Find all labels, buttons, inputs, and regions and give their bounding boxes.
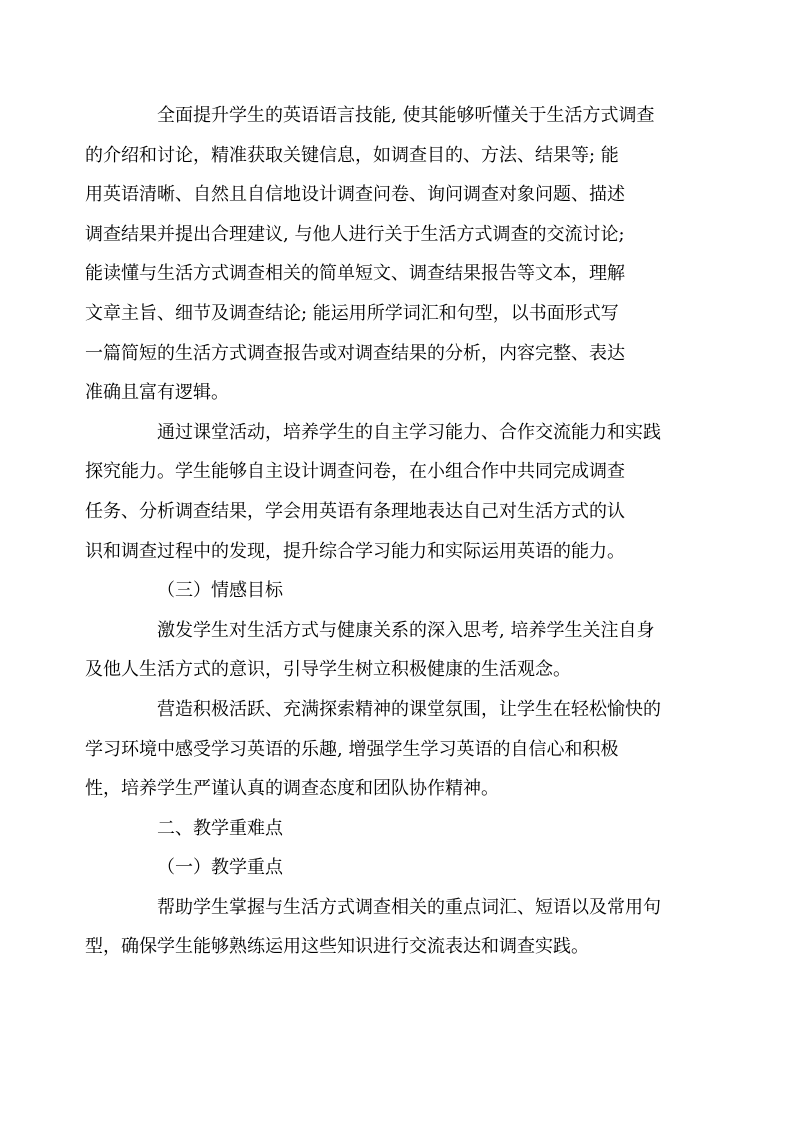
text-line: 营造积极活跃、充满探索精神的课堂氛围，让学生在轻松愉快的 xyxy=(157,698,661,720)
text-line: 激发学生对生活方式与健康关系的深入思考, 培养学生关注自身 xyxy=(157,619,655,641)
section-heading-key-points xyxy=(121,848,677,888)
document-page xyxy=(85,96,677,967)
paragraph-health-awareness xyxy=(85,611,677,690)
text-line: 通过课堂活动，培养学生的自主学习能力、合作交流能力和实践 xyxy=(157,421,661,443)
text-line: 任务、分析调查结果，学会用英语有条理地表达自己对生活方式的认 xyxy=(85,500,625,522)
text-line: 一篇简短的生活方式调查报告或对调查结果的分析，内容完整、表达 xyxy=(85,342,625,364)
paragraph-learning-ability xyxy=(85,413,677,571)
paragraph-key-vocabulary xyxy=(85,888,677,967)
section-heading-emotional-goals xyxy=(121,571,677,611)
paragraph-classroom-atmosphere xyxy=(85,690,677,809)
text-line: 全面提升学生的英语语言技能, 使其能够听懂关于生活方式调查 xyxy=(157,105,655,126)
text-line: 用英语清晰、自然且自信地设计调查问卷、询问调查对象问题、描述 xyxy=(85,184,625,206)
text-line: 准确且富有逻辑。 xyxy=(85,382,229,404)
heading-text: （一）教学重点 xyxy=(157,857,283,879)
paragraph-language-skills xyxy=(85,96,677,413)
heading-text: 二、教学重难点 xyxy=(157,817,283,839)
text-line: 的介绍和讨论，精准获取关键信息，如调查目的、方法、结果等; 能 xyxy=(85,144,619,166)
text-line: 探究能力。学生能够自主设计调查问卷，在小组合作中共同完成调查 xyxy=(85,461,625,483)
text-line: 帮助学生掌握与生活方式调查相关的重点词汇、短语以及常用句 xyxy=(157,896,661,918)
text-line: 型，确保学生能够熟练运用这些知识进行交流表达和调查实践。 xyxy=(85,936,589,958)
text-line: 识和调查过程中的发现，提升综合学习能力和实际运用英语的能力。 xyxy=(85,540,625,562)
text-line: 能读懂与生活方式调查相关的简单短文、调查结果报告等文本，理解 xyxy=(85,263,625,285)
text-line: 调查结果并提出合理建议, 与他人进行关于生活方式调查的交流讨论; xyxy=(85,223,625,245)
text-line: 文章主旨、细节及调查结论; 能运用所学词汇和句型，以书面形式写 xyxy=(85,302,619,324)
section-heading-key-difficulties xyxy=(121,809,677,849)
text-line: 学习环境中感受学习英语的乐趣, 增强学生学习英语的自信心和积极 xyxy=(85,738,619,760)
text-line: 性，培养学生严谨认真的调查态度和团队协作精神。 xyxy=(85,778,499,800)
text-line: 及他人生活方式的意识，引导学生树立积极健康的生活观念。 xyxy=(85,659,571,681)
heading-text: （三）情感目标 xyxy=(157,580,283,602)
